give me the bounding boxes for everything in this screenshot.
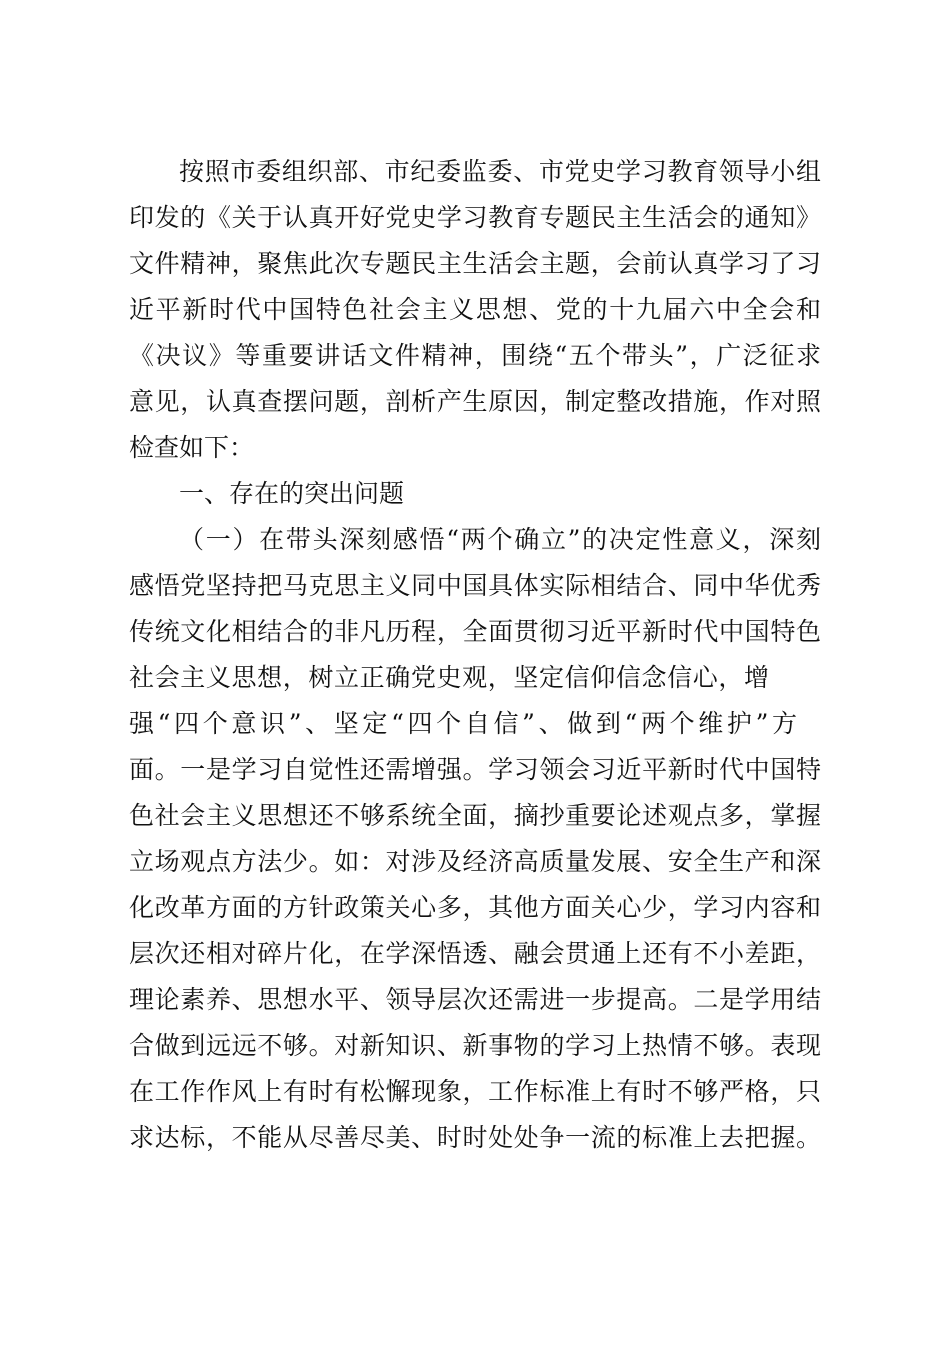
paragraph-line: 层次还相对碎片化，在学深悟透、融会贯通上还有不小差距， xyxy=(129,939,821,968)
paragraph-line: 化改革方面的方针政策关心多，其他方面关心少，学习内容和 xyxy=(129,893,821,922)
paragraph-line: 按照市委组织部、市纪委监委、市党史学习教育领导小组 xyxy=(179,157,821,186)
paragraph-line: 理论素养、思想水平、领导层次还需进一步提高。二是学用结 xyxy=(129,985,821,1014)
paragraph-line: 《决议》等重要讲话文件精神，围绕“五个带头”，广泛征求 xyxy=(129,341,821,370)
paragraph-line: 色社会主义思想还不够系统全面，摘抄重要论述观点多，掌握 xyxy=(129,801,821,830)
paragraph-line: 在工作作风上有时有松懈现象，工作标准上有时不够严格，只 xyxy=(129,1077,821,1106)
paragraph-line: 社会主义思想，树立正确党史观，坚定信仰信念信心，增 xyxy=(129,663,769,692)
paragraph-line: 检查如下： xyxy=(129,433,255,462)
paragraph-line: 面。一是学习自觉性还需增强。学习领会习近平新时代中国特 xyxy=(129,755,821,784)
paragraph-line: 印发的《关于认真开好党史学习教育专题民主生活会的通知》 xyxy=(129,203,821,232)
paragraph-line: 近平新时代中国特色社会主义思想、党的十九届六中全会和 xyxy=(129,295,821,324)
paragraph-line: 立场观点方法少。如：对涉及经济高质量发展、安全生产和深 xyxy=(129,847,821,876)
paragraph-line: 文件精神，聚焦此次专题民主生活会主题，会前认真学习了习 xyxy=(129,249,821,278)
section-heading: 一、存在的突出问题 xyxy=(179,479,405,508)
paragraph-line: 求达标，不能从尽善尽美、时时处处争一流的标准上去把握。 xyxy=(129,1123,821,1152)
subsection-heading-line: （一）在带头深刻感悟“两个确立”的决定性意义，深刻 xyxy=(179,525,821,554)
paragraph-line: 合做到远远不够。对新知识、新事物的学习上热情不够。表现 xyxy=(129,1031,821,1060)
paragraph-line: 强“四个意识”、坚定“四个自信”、做到“两个维护”方 xyxy=(129,709,797,738)
paragraph-line: 意见，认真查摆问题，剖析产生原因，制定整改措施，作对照 xyxy=(129,387,821,416)
paragraph-line: 感悟党坚持把马克思主义同中国具体实际相结合、同中华优秀 xyxy=(129,571,821,600)
paragraph-line: 传统文化相结合的非凡历程，全面贯彻习近平新时代中国特色 xyxy=(129,617,821,646)
